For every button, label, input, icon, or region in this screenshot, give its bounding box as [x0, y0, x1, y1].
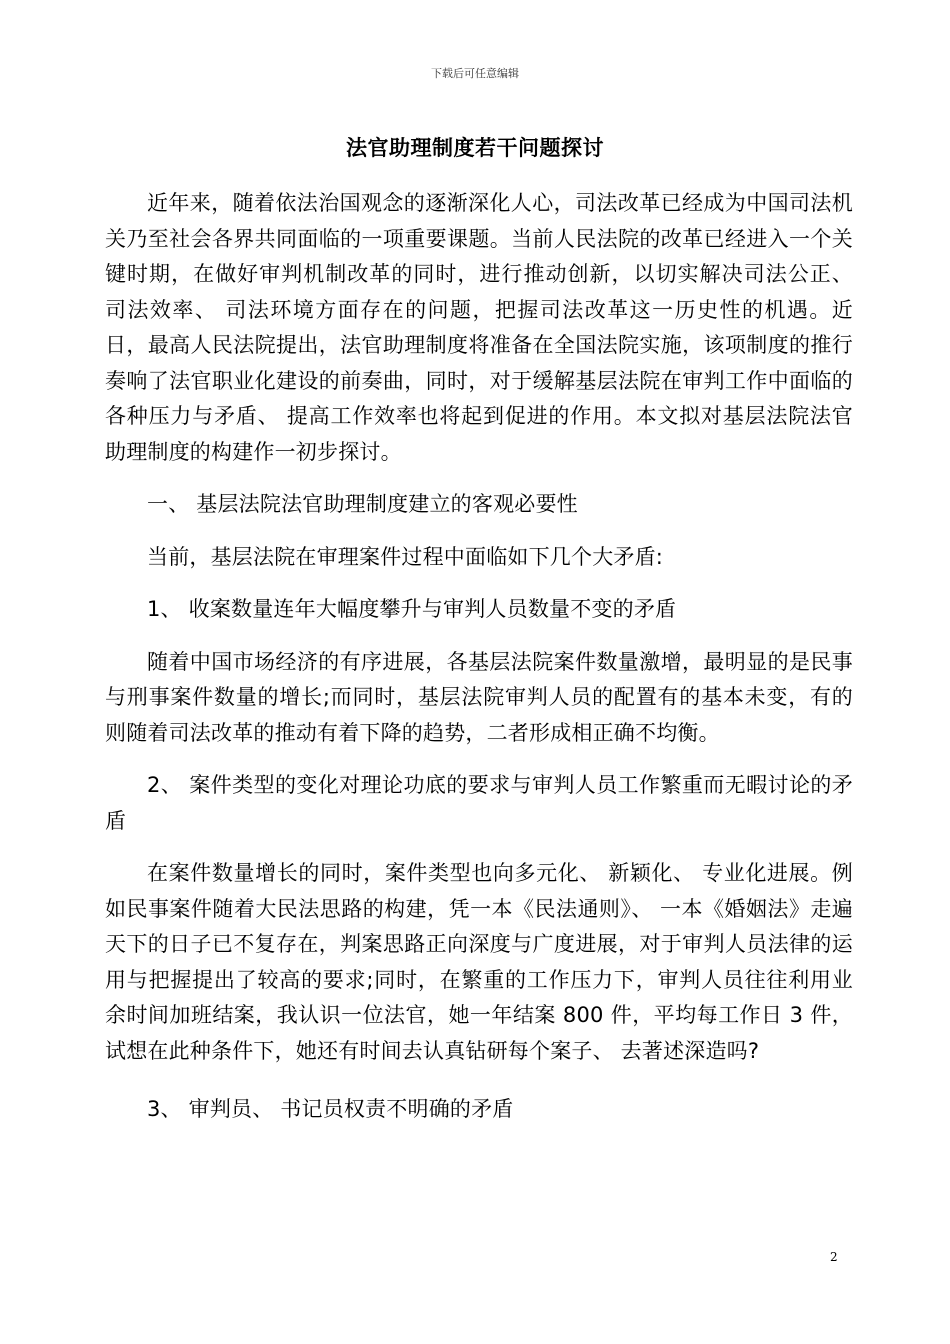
- paragraph-intro: 近年来，随着依法治国观念的逐渐深化人心，司法改革已经成为中国司法机关乃至社会各界共同面临的一项重要课题。当前人民法院的改革已经进入一个关键时期，在做好审判机制改革的同时，进行推动创新，以切实解决司法公正、 司法效率、 司法环境方面存在的问题，把握司法改革这一历史性的机遇。近日，最高人民法院提出，法官助理制度将准备在全国法院实施，该项制度的推行奏响了法官职业化建设的前奏曲，同时，对于缓解基层法院在审判工作中面临的各种压力与矛盾、 提高工作效率也将起到促进的作用。本文拟对基层法院法官助理制度的构建作一初步探讨。: [105, 191, 853, 464]
- subheading-1: 1、 收案数量连年大幅度攀升与审判人员数量不变的矛盾: [147, 597, 677, 621]
- page-number: 2: [830, 1250, 838, 1264]
- paragraph-case-types: 在案件数量增长的同时，案件类型也向多元化、 新颖化、 专业化进展。例如民事案件随着大民法思路的构建，凭一本《民法通则》、 一本《婚姻法》走遍天下的日子已不复存在，判案思路正向深度与广度进展，对于审判人员法律的运用与把握提出了较高的要求;同时，在繁重的工作压力下，审判人员往往利用业余时间加班结案，我认识一位法官，她一年结案 800 件，平均每工作日 3 件，试想在此种条件下，她还有时间去认真钻研每个案子、 去著述深造吗?: [105, 861, 853, 1063]
- document-body: [105, 186, 853, 1128]
- subheading-2: 2、 案件类型的变化对理论功底的要求与审判人员工作繁重而无暇讨论的矛盾: [105, 773, 853, 833]
- subheading-3: 3、 审判员、 书记员权责不明确的矛盾: [147, 1097, 514, 1121]
- paragraph-contradictions-intro: 当前，基层法院在审理案件过程中面临如下几个大矛盾:: [147, 544, 664, 569]
- header-note: 下载后可任意编辑: [431, 67, 519, 80]
- document-title: 法官助理制度若干问题探讨: [346, 136, 604, 160]
- paragraph-case-volume: 随着中国市场经济的有序进展，各基层法院案件数量激增，最明显的是民事与刑事案件数量的增长;而同时，基层法院审判人员的配置有的基本未变，有的则随着司法改革的推动有着下降的趋势，二者形成相正确不均衡。: [105, 649, 853, 745]
- section-heading-1: 一、 基层法院法官助理制度建立的客观必要性: [147, 492, 578, 516]
